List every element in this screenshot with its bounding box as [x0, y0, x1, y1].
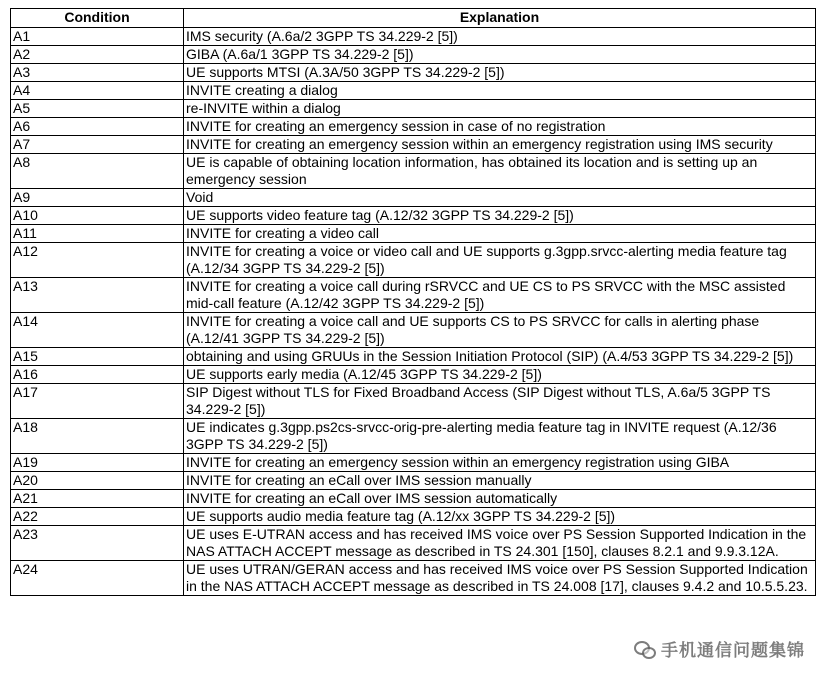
explanation-cell: UE indicates g.3gpp.ps2cs-srvcc-orig-pre-alerting media feature tag in INVITE request (A.12/36 3GPP TS 34.229-2 [5]): [184, 419, 816, 454]
explanation-cell: INVITE for creating an emergency session within an emergency registration using IMS security: [184, 136, 816, 154]
table-body: [11, 28, 816, 596]
condition-cell: A13: [11, 278, 184, 313]
condition-cell: A1: [11, 28, 184, 46]
condition-cell: A17: [11, 384, 184, 419]
condition-cell: A9: [11, 189, 184, 207]
condition-cell: A3: [11, 64, 184, 82]
table-header-row: [11, 9, 816, 28]
table-row: [11, 348, 816, 366]
condition-cell: A23: [11, 526, 184, 561]
table-row: [11, 100, 816, 118]
table-row: [11, 472, 816, 490]
explanation-cell: UE supports MTSI (A.3A/50 3GPP TS 34.229-2 [5]): [184, 64, 816, 82]
explanation-cell: UE is capable of obtaining location information, has obtained its location and is setting up an emergency session: [184, 154, 816, 189]
condition-cell: A5: [11, 100, 184, 118]
table-row: [11, 490, 816, 508]
explanation-cell: INVITE for creating a voice call during rSRVCC and UE CS to PS SRVCC with the MSC assisted mid-call feature (A.12/42 3GPP TS 34.229-2 [5]): [184, 278, 816, 313]
condition-cell: A14: [11, 313, 184, 348]
table-row: [11, 366, 816, 384]
condition-cell: A19: [11, 454, 184, 472]
condition-cell: A12: [11, 243, 184, 278]
explanation-cell: INVITE for creating an eCall over IMS session manually: [184, 472, 816, 490]
explanation-cell: Void: [184, 189, 816, 207]
explanation-cell: INVITE for creating a voice or video call and UE supports g.3gpp.srvcc-alerting media feature tag (A.12/34 3GPP TS 34.229-2 [5]): [184, 243, 816, 278]
condition-cell: A24: [11, 561, 184, 596]
table-row: [11, 46, 816, 64]
table-row: [11, 243, 816, 278]
table-row: [11, 526, 816, 561]
explanation-cell: UE supports early media (A.12/45 3GPP TS 34.229-2 [5]): [184, 366, 816, 384]
table-row: [11, 154, 816, 189]
table-row: [11, 454, 816, 472]
explanation-cell: UE supports video feature tag (A.12/32 3GPP TS 34.229-2 [5]): [184, 207, 816, 225]
explanation-cell: IMS security (A.6a/2 3GPP TS 34.229-2 [5]): [184, 28, 816, 46]
table-row: [11, 207, 816, 225]
conditions-table: [10, 8, 816, 596]
explanation-cell: GIBA (A.6a/1 3GPP TS 34.229-2 [5]): [184, 46, 816, 64]
explanation-cell: SIP Digest without TLS for Fixed Broadband Access (SIP Digest without TLS, A.6a/5 3GPP TS 34.229-2 [5]): [184, 384, 816, 419]
condition-cell: A10: [11, 207, 184, 225]
table-row: [11, 28, 816, 46]
condition-cell: A21: [11, 490, 184, 508]
table-row: [11, 189, 816, 207]
explanation-cell: UE supports audio media feature tag (A.12/xx 3GPP TS 34.229-2 [5]): [184, 508, 816, 526]
table-row: [11, 313, 816, 348]
condition-cell: A11: [11, 225, 184, 243]
explanation-cell: UE uses UTRAN/GERAN access and has received IMS voice over PS Session Supported Indication in the NAS ATTACH ACCEPT message as described in TS 24.008 [17], clauses 9.4.2 and 10.5.5.23.: [184, 561, 816, 596]
condition-cell: A6: [11, 118, 184, 136]
table-row: [11, 136, 816, 154]
table-row: [11, 561, 816, 596]
explanation-cell: INVITE for creating a video call: [184, 225, 816, 243]
table-row: [11, 508, 816, 526]
watermark-text: 手机通信问题集锦: [661, 641, 805, 661]
explanation-cell: INVITE for creating an eCall over IMS session automatically: [184, 490, 816, 508]
table-row: [11, 419, 816, 454]
table-row: [11, 82, 816, 100]
condition-cell: A4: [11, 82, 184, 100]
condition-cell: A20: [11, 472, 184, 490]
explanation-cell: INVITE for creating an emergency session within an emergency registration using GIBA: [184, 454, 816, 472]
explanation-cell: INVITE for creating a voice call and UE supports CS to PS SRVCC for calls in alerting phase (A.12/41 3GPP TS 34.229-2 [5]): [184, 313, 816, 348]
table-row: [11, 118, 816, 136]
table-row: [11, 384, 816, 419]
explanation-cell: INVITE for creating an emergency session in case of no registration: [184, 118, 816, 136]
wechat-icon: [634, 640, 656, 658]
watermark: [634, 636, 805, 661]
table-row: [11, 278, 816, 313]
condition-cell: A16: [11, 366, 184, 384]
header-explanation: Explanation: [184, 9, 816, 28]
explanation-cell: INVITE creating a dialog: [184, 82, 816, 100]
condition-cell: A18: [11, 419, 184, 454]
explanation-cell: re-INVITE within a dialog: [184, 100, 816, 118]
explanation-cell: UE uses E-UTRAN access and has received IMS voice over PS Session Supported Indication in the NAS ATTACH ACCEPT message as described in TS 24.301 [150], clauses 8.2.1 and 9.9.3.12A.: [184, 526, 816, 561]
explanation-cell: obtaining and using GRUUs in the Session Initiation Protocol (SIP) (A.4/53 3GPP TS 34.229-2 [5]): [184, 348, 816, 366]
table-row: [11, 64, 816, 82]
header-condition: Condition: [11, 9, 184, 28]
condition-cell: A8: [11, 154, 184, 189]
condition-cell: A7: [11, 136, 184, 154]
condition-cell: A15: [11, 348, 184, 366]
condition-cell: A2: [11, 46, 184, 64]
table-row: [11, 225, 816, 243]
condition-cell: A22: [11, 508, 184, 526]
